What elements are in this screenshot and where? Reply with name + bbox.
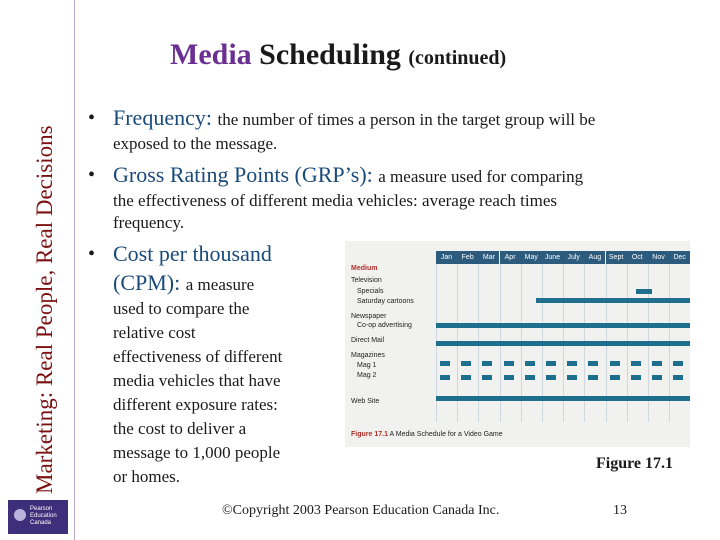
schedule-dash-magazine <box>610 361 620 366</box>
schedule-bar-direct-mail <box>436 341 690 346</box>
slide-title <box>170 38 506 72</box>
schedule-dash-magazine <box>546 375 556 380</box>
copyright-footer: ©Copyright 2003 Pearson Education Canada Inc. <box>222 503 500 518</box>
bullet-line: the cost to deliver a <box>113 419 247 438</box>
month-header: Mar <box>478 251 499 264</box>
bullet-definition: a measure <box>185 275 255 294</box>
month-header: Feb <box>457 251 478 264</box>
figure-caption <box>351 431 503 438</box>
title-suffix: (continued) <box>408 47 507 69</box>
figure-caption-label: Figure 17.1 <box>351 431 388 438</box>
logo-line-3: Canada <box>30 520 52 526</box>
month-header: Oct <box>627 251 648 264</box>
figure-row-label: Mag 2 <box>357 372 377 379</box>
month-header: Jan <box>436 251 457 264</box>
schedule-dash-magazine <box>673 361 683 366</box>
figure-row-label: Television <box>351 277 382 284</box>
bullet-line: message to 1,000 people <box>113 443 281 462</box>
figure-row-label: Specials <box>357 288 384 295</box>
month-header: Nov <box>648 251 669 264</box>
schedule-dash-magazine <box>631 375 641 380</box>
bullet-term: Gross Rating Points (GRP’s): <box>113 162 373 187</box>
schedule-dash-magazine <box>440 375 450 380</box>
schedule-dash-magazine <box>461 375 471 380</box>
schedule-dash-magazine <box>482 375 492 380</box>
logo-mark-icon <box>14 509 26 521</box>
schedule-dash-magazine <box>440 361 450 366</box>
figure-row-label: Saturday cartoons <box>357 298 414 305</box>
figure-row-label: Direct Mail <box>351 337 385 344</box>
month-header: Apr <box>500 251 521 264</box>
schedule-dash-magazine <box>588 361 598 366</box>
schedule-dash-magazine <box>504 375 514 380</box>
bullet-line: exposed to the message. <box>113 134 278 153</box>
schedule-dash-magazine <box>504 361 514 366</box>
bullet-term: Cost per thousand <box>113 241 272 266</box>
schedule-dash-magazine <box>631 361 641 366</box>
month-header: May <box>521 251 542 264</box>
course-title-vertical: Marketing: Real People, Real Decisions <box>32 125 57 494</box>
bullet-line: different exposure rates: <box>113 395 278 414</box>
schedule-dash-magazine <box>482 361 492 366</box>
sidebar-divider <box>74 0 75 540</box>
schedule-bar-co-op <box>436 323 690 328</box>
figure-reference: Figure 17.1 <box>596 455 674 472</box>
bullet-line: the effectiveness of different media vehicles: average reach times <box>113 191 557 210</box>
title-accent: Media <box>170 38 252 71</box>
month-header: June <box>542 251 563 264</box>
bullet-line: frequency. <box>113 213 185 232</box>
bullet-definition: the number of times a person in the target group will be <box>217 110 596 129</box>
bullet-cpm-line2 <box>113 271 254 297</box>
bullet-line: media vehicles that have <box>113 371 281 390</box>
logo-line-1: Pearson <box>30 506 53 512</box>
schedule-bar-saturday-cartoons <box>536 298 690 303</box>
figure-row-label: Mag 1 <box>357 362 377 369</box>
month-header: Dec <box>669 251 690 264</box>
media-schedule-figure <box>345 241 690 447</box>
schedule-dash-magazine <box>673 375 683 380</box>
bullet-dot: • <box>88 243 96 265</box>
schedule-dash-magazine <box>652 361 662 366</box>
bullet-line: used to compare the <box>113 299 250 318</box>
schedule-bar-specials <box>636 289 652 294</box>
figure-row-label: Magazines <box>351 352 385 359</box>
page-number: 13 <box>613 503 627 518</box>
schedule-dash-magazine <box>567 361 577 366</box>
title-main: Scheduling <box>259 38 401 71</box>
month-header: Sept <box>606 251 627 264</box>
figure-caption-text: A Media Schedule for a Video Game <box>389 431 503 438</box>
schedule-dash-magazine <box>610 375 620 380</box>
schedule-dash-magazine <box>546 361 556 366</box>
schedule-dash-magazine <box>525 361 535 366</box>
bullet-dot: • <box>88 164 96 186</box>
schedule-dash-magazine <box>652 375 662 380</box>
schedule-dash-magazine <box>588 375 598 380</box>
schedule-dash-magazine <box>461 361 471 366</box>
month-header: July <box>563 251 584 264</box>
bullet-term: (CPM): <box>113 270 181 295</box>
figure-row-label: Co-op advertising <box>357 322 412 329</box>
bullet-term: Frequency: <box>113 105 212 130</box>
bullet-definition: a measure used for comparing <box>378 167 584 186</box>
bullet-dot: • <box>88 107 96 129</box>
bullet-line: relative cost <box>113 323 196 342</box>
schedule-dash-magazine <box>567 375 577 380</box>
publisher-logo <box>8 500 68 534</box>
figure-medium-label: Medium <box>351 265 378 272</box>
bullet-line: effectiveness of different <box>113 347 283 366</box>
sidebar <box>0 0 80 540</box>
logo-line-2: Education <box>30 513 57 519</box>
figure-row-label: Web Site <box>351 398 380 405</box>
bullet-line: or homes. <box>113 467 181 486</box>
month-header: Aug <box>584 251 605 264</box>
schedule-dash-magazine <box>525 375 535 380</box>
schedule-bar-web-site <box>436 396 690 401</box>
figure-row-label: Newspaper <box>351 313 387 320</box>
